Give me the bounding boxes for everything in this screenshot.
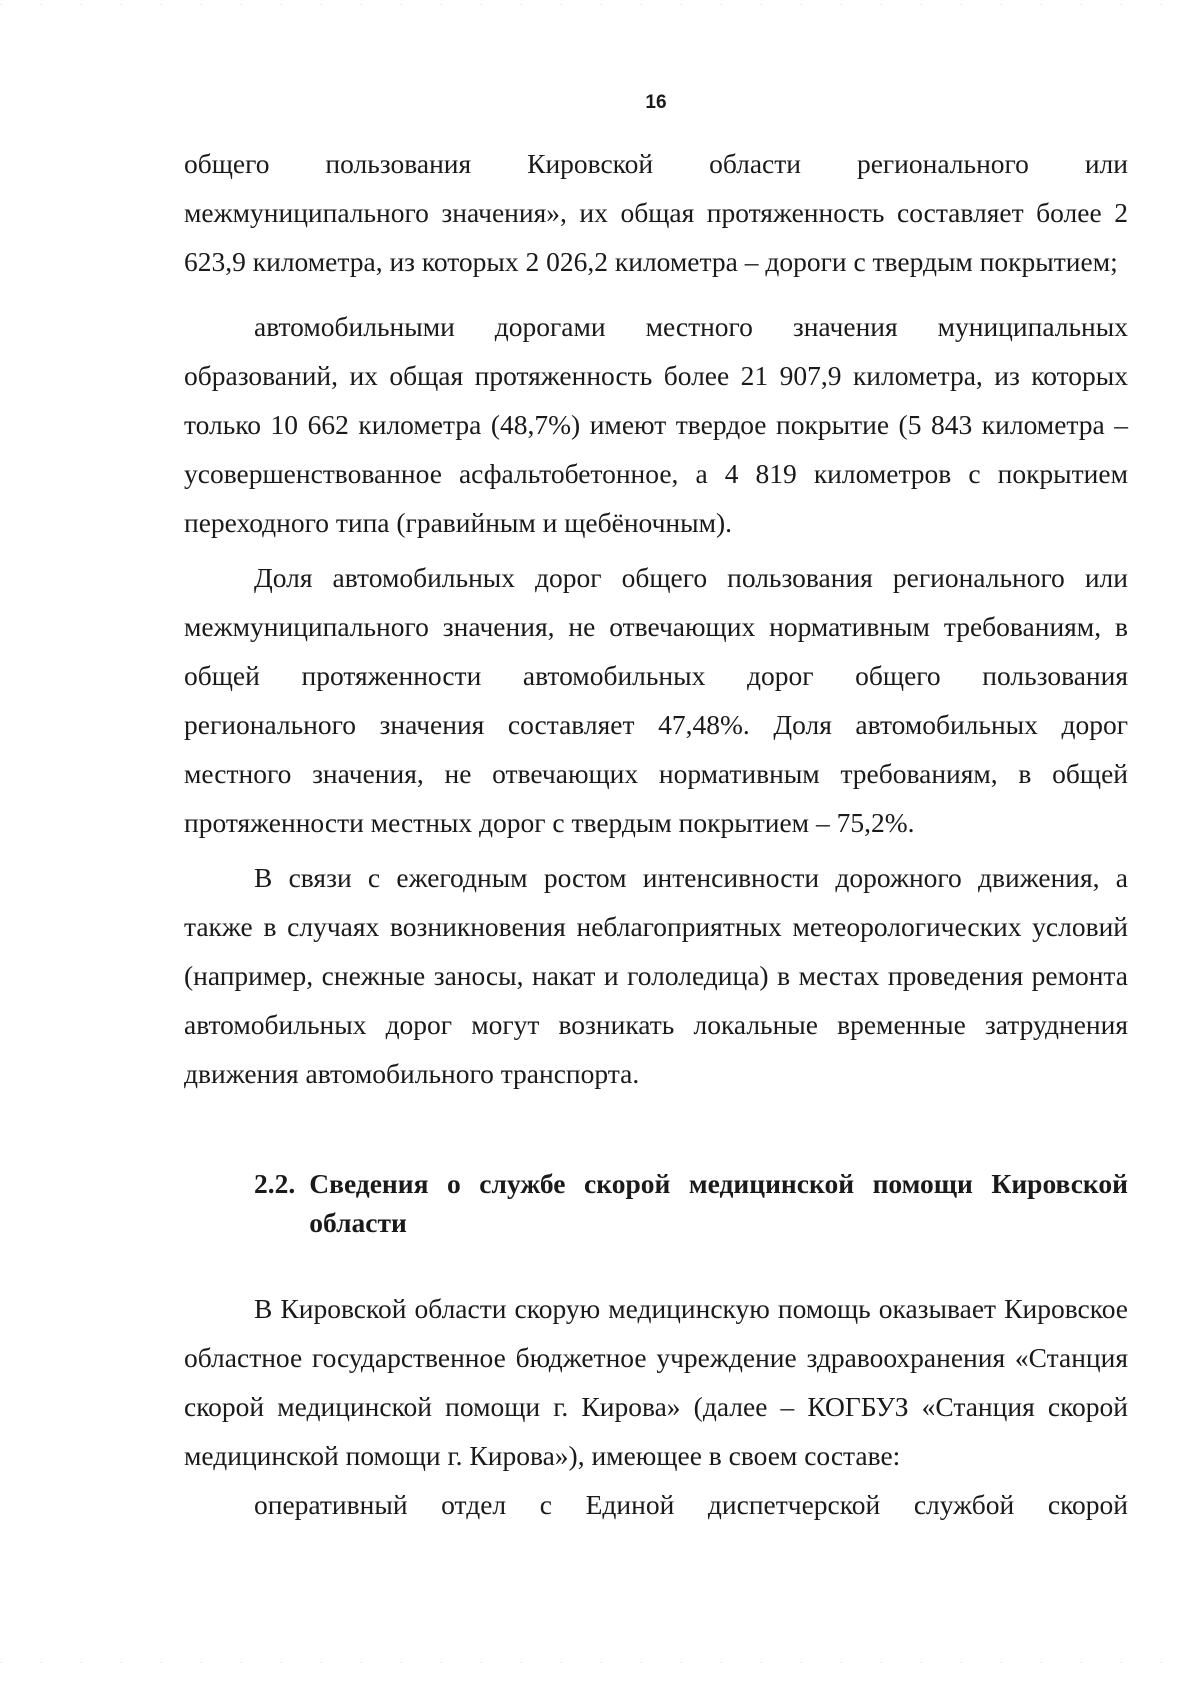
page-number: 16 [645,92,667,113]
document-body [184,139,1128,1529]
section-title: Сведения о службе скорой медицинской помощи Кировской области [309,1168,1128,1238]
paragraph-traffic-difficulties: В связи с ежегодным ростом интенсивности дорожного движения, а также в случаях возникновения неблагоприятных метеорологических условий (например, снежные заносы, накат и гололедица) в местах проведения ремонта автомобильных дорог могут возникать локальные временные затруднения движения автомобильного транспорта. [184,862,1128,1089]
paragraph-operational-department: оперативный отдел с Единой диспетчерской службой скорой [254,1489,1128,1520]
paragraph-roads-regional: общего пользования Кировской области регионального или межмуниципального значения», их общая протяженность составляет более 2 623,9 километра, из которых 2 026,2 километра – дороги с твердым покрытием; [184,148,1128,277]
paragraph-ambulance-service: В Кировской области скорую медицинскую помощь оказывает Кировское областное государственное бюджетное учреждение здравоохранения «Станция скорой медицинской помощи г. Кирова» (далее – КОГБУЗ «Станция скорой медицинской помощи г. Кирова»), имеющее в своем составе: [184,1293,1128,1471]
section-heading [184,1164,1128,1242]
paragraph-roads-share: Доля автомобильных дорог общего пользования регионального или межмуниципального значения, не отвечающих нормативным требованиям, в общей протяженности автомобильных дорог общего пользования регионального значения составляет 47,48%. Доля автомобильных дорог местного значения, не отвечающих нормативным требованиям, в общей протяженности местных дорог с твердым покрытием – 75,2%. [184,562,1128,838]
scan-artifact-top [0,4,1200,5]
paragraph-roads-local: автомобильными дорогами местного значения муниципальных образований, их общая протяженность более 21 907,9 километра, из которых только 10 662 километра (48,7%) имеют твердое покрытие (5 843 километра – усовершенствованное асфальтобетонное, а 4 819 километров с покрытием переходного типа (гравийным и щебёночным). [184,311,1128,538]
scan-artifact-bottom [0,1662,1200,1663]
section-number: 2.2. [254,1168,296,1199]
